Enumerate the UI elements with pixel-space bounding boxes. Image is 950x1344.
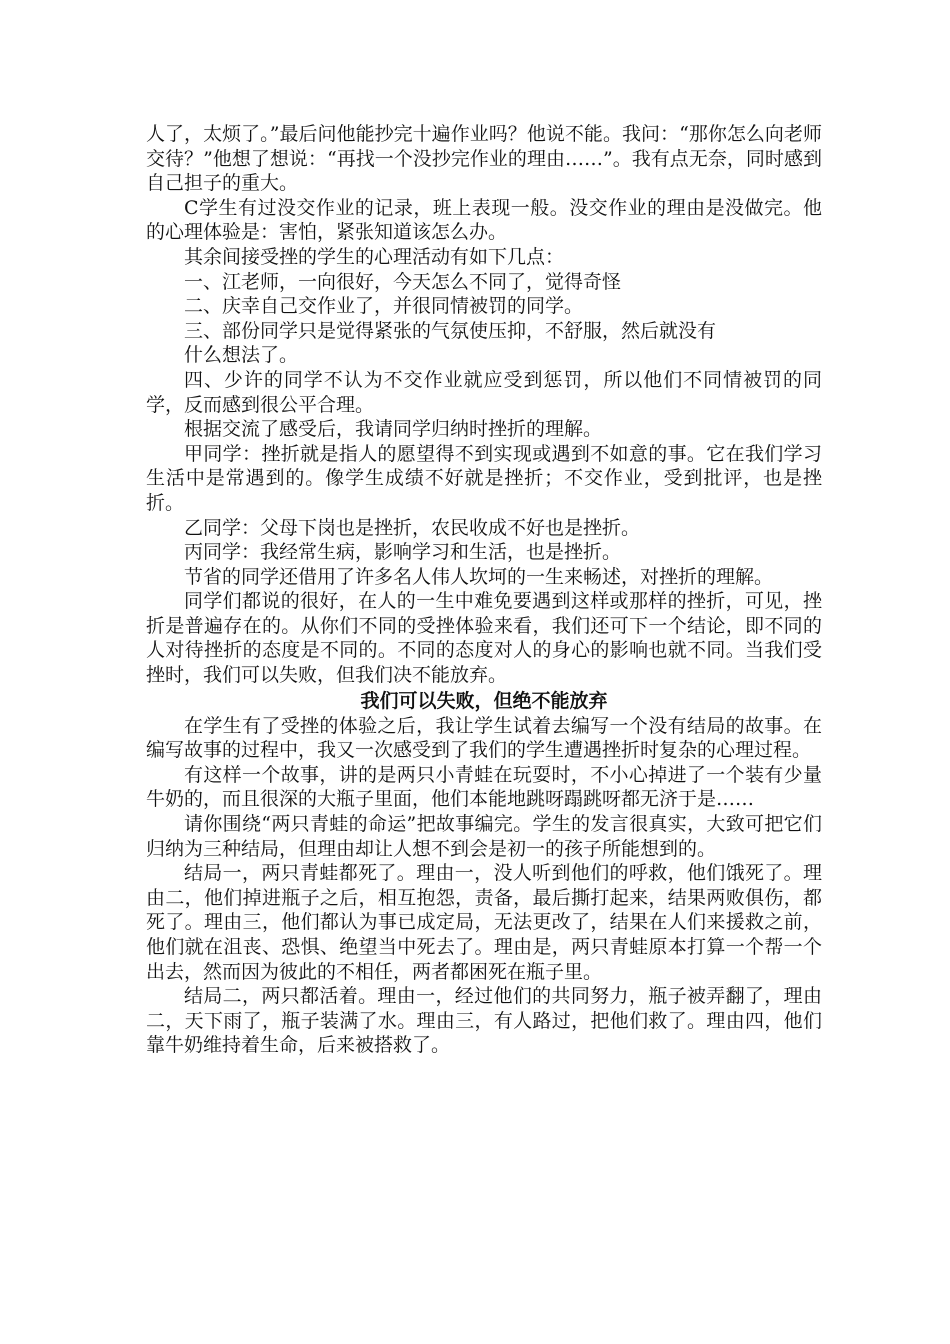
paragraph-1: 人了，太烦了。”最后问他能抄完十遍作业吗？他说不能。我问：“那你怎么向老师交待？”他想了想说：“再找一个没抄完作业的理由……”。我有点无奈，同时感到自己担子的重大。 [146,123,822,195]
paragraph-student-b: 乙同学：父母下岗也是挫折，农民收成不好也是挫折。 [184,516,641,539]
paragraph-4: 根据交流了感受后，我请同学归纳时挫折的理解。 [184,418,603,441]
paragraph-3: 其余间接受挫的学生的心理活动有如下几点： [184,245,565,268]
list-item-3-continued: 什么想法了。 [184,344,299,367]
section-heading: 我们可以失败，但绝不能放弃 [360,689,608,712]
paragraph-student-c: 丙同学：我经常生病，影响学习和生活，也是挫折。 [184,541,622,564]
paragraph-8: 有这样一个故事，讲的是两只小青蛙在玩耍时，不小心掉进了一个装有少量牛奶的，而且很深的大瓶子里面，他们本能地跳呀蹋跳呀都无济于是…… [146,763,822,811]
paragraph-ending-2: 结局二，两只都活着。理由一，经过他们的共同努力，瓶子被弄翻了，理由二，天下雨了，瓶子装满了水。理由三，有人路过，把他们救了。理由四，他们靠牛奶维持着生命，后来被搭救了。 [146,985,822,1057]
paragraph-5: 节省的同学还借用了许多名人伟人坎坷的一生来畅述，对挫折的理解。 [184,565,774,588]
paragraph-6: 同学们都说的很好，在人的一生中难免要遇到这样或那样的挫折，可见，挫折是普遍存在的。从你们不同的受挫体验来看，我们还可下一个结论，即不同的人对待挫折的态度是不同的。不同的态度对人的身心的影响也就不同。当我们受挫时，我们可以失败，但我们决不能放弃。 [146,590,822,687]
list-item-4: 四、少许的同学不认为不交作业就应受到惩罚，所以他们不同情被罚的同学，反而感到很公平合理。 [146,368,822,416]
document-body [146,122,822,1058]
list-item-3: 三、部份同学只是觉得紧张的气氛使压抑，不舒服，然后就没有 [184,319,717,342]
paragraph-9: 请你围绕“两只青蛙的命运”把故事编完。学生的发言很真实，大致可把它们归纳为三种结局，但理由却让人想不到会是初一的孩子所能想到的。 [146,813,822,860]
list-item-2: 二、庆幸自己交作业了，并很同情被罚的同学。 [184,295,584,318]
paragraph-2: C学生有过没交作业的记录，班上表现一般。没交作业的理由是没做完。他的心理体验是：害怕，紧张知道该怎么办。 [146,196,822,244]
paragraph-ending-1: 结局一，两只青蛙都死了。理由一，没人听到他们的呼救，他们饿死了。理由二，他们掉进瓶子之后，相互抱怨，责备，最后撕打起来，结果两败俱伤，都死了。理由三，他们都认为事已成定局，无法更改了，结果在人们来援救之前，他们就在沮丧、恐惧、绝望当中死去了。理由是，两只青蛙原本打算一个帮一个出去，然而因为彼此的不相任，两者都困死在瓶子里。 [146,862,822,983]
paragraph-7: 在学生有了受挫的体验之后，我让学生试着去编写一个没有结局的故事。在编写故事的过程中，我又一次感受到了我们的学生遭遇挫折时复杂的心理过程。 [146,714,822,762]
list-item-1: 一、江老师，一向很好，今天怎么不同了，觉得奇怪 [184,270,622,293]
paragraph-student-a: 甲同学：挫折就是指人的愿望得不到实现或遇到不如意的事。它在我们学习生活中是常遇到的。像学生成绩不好就是挫折；不交作业，受到批评，也是挫折。 [146,442,822,514]
